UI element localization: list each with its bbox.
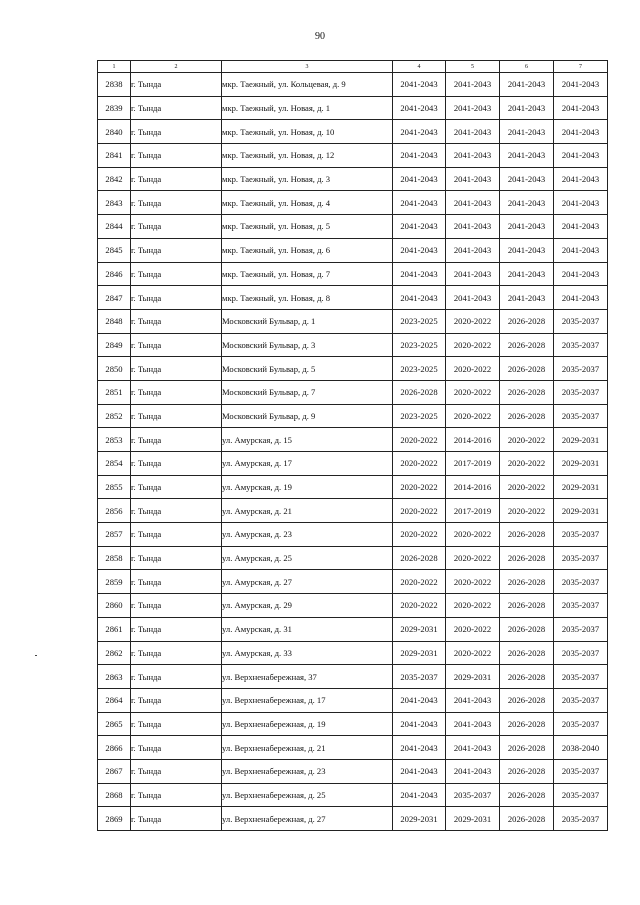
row-number: 2849 [98, 333, 131, 357]
address-cell: мкр. Таежный, ул. Новая, д. 6 [222, 238, 393, 262]
period-cell: 2041-2043 [554, 96, 608, 120]
city-cell: г. Тында [131, 380, 222, 404]
table-row [98, 665, 608, 689]
address-cell: Московский Бульвар, д. 3 [222, 333, 393, 357]
period-cell: 2026-2028 [500, 617, 554, 641]
period-cell: 2041-2043 [554, 120, 608, 144]
row-number: 2850 [98, 357, 131, 381]
table-row [98, 428, 608, 452]
address-cell: ул. Амурская, д. 15 [222, 428, 393, 452]
table-row [98, 783, 608, 807]
page-number: 90 [315, 31, 325, 42]
period-cell: 2020-2022 [500, 475, 554, 499]
period-cell: 2041-2043 [500, 262, 554, 286]
city-cell: г. Тында [131, 357, 222, 381]
period-cell: 2035-2037 [554, 357, 608, 381]
address-cell: ул. Амурская, д. 25 [222, 546, 393, 570]
city-cell: г. Тында [131, 167, 222, 191]
address-cell: мкр. Таежный, ул. Новая, д. 5 [222, 215, 393, 239]
period-cell: 2020-2022 [446, 570, 500, 594]
period-cell: 2041-2043 [393, 73, 446, 97]
address-cell: Московский Бульвар, д. 5 [222, 357, 393, 381]
period-cell: 2041-2043 [393, 191, 446, 215]
period-cell: 2026-2028 [500, 688, 554, 712]
period-cell: 2035-2037 [554, 309, 608, 333]
period-cell: 2020-2022 [446, 617, 500, 641]
address-cell: мкр. Таежный, ул. Новая, д. 4 [222, 191, 393, 215]
period-cell: 2035-2037 [554, 523, 608, 547]
table-row [98, 736, 608, 760]
table-row [98, 523, 608, 547]
row-number: 2839 [98, 96, 131, 120]
period-cell: 2041-2043 [500, 167, 554, 191]
row-number: 2852 [98, 404, 131, 428]
period-cell: 2041-2043 [446, 286, 500, 310]
period-cell: 2026-2028 [500, 594, 554, 618]
period-cell: 2035-2037 [554, 807, 608, 831]
period-cell: 2029-2031 [554, 499, 608, 523]
period-cell: 2041-2043 [500, 144, 554, 168]
period-cell: 2026-2028 [500, 570, 554, 594]
period-cell: 2020-2022 [446, 333, 500, 357]
period-cell: 2035-2037 [554, 594, 608, 618]
period-cell: 2041-2043 [554, 73, 608, 97]
city-cell: г. Тында [131, 309, 222, 333]
column-header: 1 [98, 61, 131, 73]
period-cell: 2026-2028 [500, 357, 554, 381]
row-number: 2867 [98, 759, 131, 783]
period-cell: 2041-2043 [446, 73, 500, 97]
table-row [98, 262, 608, 286]
period-cell: 2017-2019 [446, 452, 500, 476]
period-cell: 2035-2037 [554, 759, 608, 783]
period-cell: 2026-2028 [500, 523, 554, 547]
address-cell: Московский Бульвар, д. 1 [222, 309, 393, 333]
table-row [98, 215, 608, 239]
period-cell: 2041-2043 [446, 191, 500, 215]
city-cell: г. Тында [131, 546, 222, 570]
period-cell: 2020-2022 [446, 546, 500, 570]
address-cell: мкр. Таежный, ул. Новая, д. 7 [222, 262, 393, 286]
period-cell: 2041-2043 [446, 688, 500, 712]
period-cell: 2026-2028 [393, 380, 446, 404]
period-cell: 2020-2022 [393, 428, 446, 452]
period-cell: 2035-2037 [554, 665, 608, 689]
period-cell: 2041-2043 [500, 120, 554, 144]
period-cell: 2041-2043 [500, 238, 554, 262]
address-cell: мкр. Таежный, ул. Новая, д. 1 [222, 96, 393, 120]
table-row [98, 286, 608, 310]
period-cell: 2014-2016 [446, 428, 500, 452]
period-cell: 2026-2028 [500, 665, 554, 689]
period-cell: 2035-2037 [554, 617, 608, 641]
city-cell: г. Тында [131, 783, 222, 807]
table-row [98, 380, 608, 404]
period-cell: 2020-2022 [393, 570, 446, 594]
period-cell: 2020-2022 [500, 452, 554, 476]
table-row [98, 309, 608, 333]
period-cell: 2041-2043 [554, 238, 608, 262]
city-cell: г. Тында [131, 641, 222, 665]
table-row [98, 807, 608, 831]
period-cell: 2041-2043 [393, 759, 446, 783]
period-cell: 2020-2022 [393, 499, 446, 523]
city-cell: г. Тында [131, 120, 222, 144]
period-cell: 2029-2031 [393, 807, 446, 831]
period-cell: 2026-2028 [500, 736, 554, 760]
table-row [98, 546, 608, 570]
period-cell: 2041-2043 [393, 783, 446, 807]
table-row [98, 357, 608, 381]
column-header: 3 [222, 61, 393, 73]
city-cell: г. Тында [131, 191, 222, 215]
period-cell: 2041-2043 [554, 215, 608, 239]
table-row [98, 333, 608, 357]
period-cell: 2020-2022 [500, 499, 554, 523]
address-cell: ул. Амурская, д. 19 [222, 475, 393, 499]
address-cell: ул. Верхненабережная, д. 23 [222, 759, 393, 783]
row-number: 2848 [98, 309, 131, 333]
row-number: 2853 [98, 428, 131, 452]
city-cell: г. Тында [131, 712, 222, 736]
address-cell: ул. Верхненабережная, д. 21 [222, 736, 393, 760]
table-row [98, 712, 608, 736]
address-cell: мкр. Таежный, ул. Кольцевая, д. 9 [222, 73, 393, 97]
period-cell: 2041-2043 [393, 736, 446, 760]
address-cell: Московский Бульвар, д. 9 [222, 404, 393, 428]
address-cell: ул. Верхненабережная, д. 17 [222, 688, 393, 712]
period-cell: 2041-2043 [500, 73, 554, 97]
period-cell: 2041-2043 [393, 688, 446, 712]
address-cell: ул. Амурская, д. 27 [222, 570, 393, 594]
period-cell: 2020-2022 [446, 641, 500, 665]
city-cell: г. Тында [131, 499, 222, 523]
period-cell: 2020-2022 [446, 309, 500, 333]
period-cell: 2026-2028 [500, 546, 554, 570]
address-cell: ул. Верхненабережная, 37 [222, 665, 393, 689]
period-cell: 2038-2040 [554, 736, 608, 760]
period-cell: 2026-2028 [500, 807, 554, 831]
period-cell: 2035-2037 [554, 570, 608, 594]
address-cell: ул. Амурская, д. 29 [222, 594, 393, 618]
period-cell: 2041-2043 [500, 215, 554, 239]
period-cell: 2041-2043 [446, 712, 500, 736]
period-cell: 2041-2043 [393, 712, 446, 736]
city-cell: г. Тында [131, 333, 222, 357]
period-cell: 2041-2043 [554, 262, 608, 286]
period-cell: 2035-2037 [554, 404, 608, 428]
city-cell: г. Тында [131, 404, 222, 428]
city-cell: г. Тында [131, 452, 222, 476]
address-cell: мкр. Таежный, ул. Новая, д. 10 [222, 120, 393, 144]
city-cell: г. Тында [131, 617, 222, 641]
period-cell: 2035-2037 [446, 783, 500, 807]
period-cell: 2041-2043 [446, 120, 500, 144]
city-cell: г. Тында [131, 428, 222, 452]
period-cell: 2026-2028 [500, 712, 554, 736]
city-cell: г. Тында [131, 807, 222, 831]
period-cell: 2029-2031 [446, 665, 500, 689]
scan-mark [35, 655, 37, 656]
city-cell: г. Тында [131, 286, 222, 310]
city-cell: г. Тында [131, 523, 222, 547]
period-cell: 2026-2028 [500, 641, 554, 665]
table-header-row [98, 61, 608, 73]
period-cell: 2020-2022 [446, 594, 500, 618]
address-cell: ул. Амурская, д. 33 [222, 641, 393, 665]
period-cell: 2041-2043 [500, 286, 554, 310]
city-cell: г. Тында [131, 238, 222, 262]
period-cell: 2020-2022 [393, 452, 446, 476]
period-cell: 2041-2043 [446, 167, 500, 191]
period-cell: 2035-2037 [554, 641, 608, 665]
row-number: 2847 [98, 286, 131, 310]
row-number: 2854 [98, 452, 131, 476]
address-cell: ул. Верхненабережная, д. 27 [222, 807, 393, 831]
period-cell: 2041-2043 [554, 286, 608, 310]
address-cell: ул. Амурская, д. 23 [222, 523, 393, 547]
address-cell: мкр. Таежный, ул. Новая, д. 8 [222, 286, 393, 310]
address-cell: Московский Бульвар, д. 7 [222, 380, 393, 404]
period-cell: 2041-2043 [554, 191, 608, 215]
period-cell: 2035-2037 [554, 333, 608, 357]
period-cell: 2029-2031 [554, 475, 608, 499]
column-header: 7 [554, 61, 608, 73]
table-row [98, 617, 608, 641]
period-cell: 2026-2028 [500, 783, 554, 807]
table-row [98, 404, 608, 428]
period-cell: 2041-2043 [554, 144, 608, 168]
period-cell: 2029-2031 [554, 452, 608, 476]
period-cell: 2029-2031 [446, 807, 500, 831]
table-row [98, 167, 608, 191]
row-number: 2855 [98, 475, 131, 499]
row-number: 2860 [98, 594, 131, 618]
period-cell: 2026-2028 [500, 333, 554, 357]
row-number: 2861 [98, 617, 131, 641]
period-cell: 2041-2043 [393, 238, 446, 262]
period-cell: 2020-2022 [446, 357, 500, 381]
row-number: 2866 [98, 736, 131, 760]
table-row [98, 238, 608, 262]
period-cell: 2023-2025 [393, 309, 446, 333]
city-cell: г. Тында [131, 570, 222, 594]
row-number: 2843 [98, 191, 131, 215]
column-header: 5 [446, 61, 500, 73]
period-cell: 2041-2043 [446, 144, 500, 168]
period-cell: 2020-2022 [446, 404, 500, 428]
table-row [98, 688, 608, 712]
city-cell: г. Тында [131, 688, 222, 712]
period-cell: 2041-2043 [446, 736, 500, 760]
row-number: 2842 [98, 167, 131, 191]
address-cell: мкр. Таежный, ул. Новая, д. 12 [222, 144, 393, 168]
period-cell: 2041-2043 [393, 144, 446, 168]
table-row [98, 120, 608, 144]
period-cell: 2035-2037 [554, 783, 608, 807]
city-cell: г. Тында [131, 215, 222, 239]
city-cell: г. Тында [131, 73, 222, 97]
period-cell: 2026-2028 [393, 546, 446, 570]
period-cell: 2041-2043 [446, 262, 500, 286]
table-row [98, 475, 608, 499]
table-row [98, 73, 608, 97]
period-cell: 2014-2016 [446, 475, 500, 499]
period-cell: 2035-2037 [554, 688, 608, 712]
period-cell: 2020-2022 [393, 594, 446, 618]
city-cell: г. Тында [131, 144, 222, 168]
period-cell: 2041-2043 [554, 167, 608, 191]
address-cell: ул. Верхненабережная, д. 19 [222, 712, 393, 736]
city-cell: г. Тында [131, 262, 222, 286]
period-cell: 2023-2025 [393, 404, 446, 428]
housing-register-table [97, 60, 608, 831]
period-cell: 2035-2037 [554, 712, 608, 736]
table-row [98, 759, 608, 783]
city-cell: г. Тында [131, 665, 222, 689]
period-cell: 2041-2043 [393, 96, 446, 120]
row-number: 2864 [98, 688, 131, 712]
table-row [98, 570, 608, 594]
table-row [98, 191, 608, 215]
period-cell: 2020-2022 [393, 475, 446, 499]
period-cell: 2041-2043 [393, 286, 446, 310]
period-cell: 2041-2043 [393, 215, 446, 239]
period-cell: 2041-2043 [446, 759, 500, 783]
row-number: 2865 [98, 712, 131, 736]
period-cell: 2035-2037 [554, 546, 608, 570]
period-cell: 2029-2031 [554, 428, 608, 452]
city-cell: г. Тында [131, 96, 222, 120]
period-cell: 2041-2043 [393, 167, 446, 191]
table-row [98, 641, 608, 665]
column-header: 4 [393, 61, 446, 73]
row-number: 2858 [98, 546, 131, 570]
row-number: 2841 [98, 144, 131, 168]
period-cell: 2020-2022 [500, 428, 554, 452]
period-cell: 2017-2019 [446, 499, 500, 523]
period-cell: 2029-2031 [393, 641, 446, 665]
table-row [98, 594, 608, 618]
period-cell: 2041-2043 [446, 238, 500, 262]
period-cell: 2023-2025 [393, 333, 446, 357]
row-number: 2862 [98, 641, 131, 665]
period-cell: 2041-2043 [393, 262, 446, 286]
period-cell: 2041-2043 [500, 191, 554, 215]
period-cell: 2035-2037 [393, 665, 446, 689]
period-cell: 2029-2031 [393, 617, 446, 641]
period-cell: 2026-2028 [500, 309, 554, 333]
column-header: 6 [500, 61, 554, 73]
period-cell: 2020-2022 [446, 380, 500, 404]
city-cell: г. Тында [131, 759, 222, 783]
address-cell: мкр. Таежный, ул. Новая, д. 3 [222, 167, 393, 191]
period-cell: 2020-2022 [446, 523, 500, 547]
table-row [98, 96, 608, 120]
row-number: 2851 [98, 380, 131, 404]
period-cell: 2023-2025 [393, 357, 446, 381]
table-row [98, 144, 608, 168]
row-number: 2857 [98, 523, 131, 547]
address-cell: ул. Амурская, д. 31 [222, 617, 393, 641]
period-cell: 2026-2028 [500, 404, 554, 428]
period-cell: 2041-2043 [446, 215, 500, 239]
period-cell: 2035-2037 [554, 380, 608, 404]
city-cell: г. Тында [131, 736, 222, 760]
period-cell: 2041-2043 [500, 96, 554, 120]
row-number: 2845 [98, 238, 131, 262]
table-row [98, 499, 608, 523]
period-cell: 2041-2043 [446, 96, 500, 120]
row-number: 2844 [98, 215, 131, 239]
period-cell: 2026-2028 [500, 380, 554, 404]
address-cell: ул. Верхненабережная, д. 25 [222, 783, 393, 807]
city-cell: г. Тында [131, 475, 222, 499]
address-cell: ул. Амурская, д. 17 [222, 452, 393, 476]
row-number: 2856 [98, 499, 131, 523]
period-cell: 2026-2028 [500, 759, 554, 783]
column-header: 2 [131, 61, 222, 73]
address-cell: ул. Амурская, д. 21 [222, 499, 393, 523]
period-cell: 2020-2022 [393, 523, 446, 547]
row-number: 2869 [98, 807, 131, 831]
row-number: 2859 [98, 570, 131, 594]
row-number: 2868 [98, 783, 131, 807]
row-number: 2846 [98, 262, 131, 286]
row-number: 2840 [98, 120, 131, 144]
city-cell: г. Тында [131, 594, 222, 618]
table-row [98, 452, 608, 476]
row-number: 2863 [98, 665, 131, 689]
row-number: 2838 [98, 73, 131, 97]
period-cell: 2041-2043 [393, 120, 446, 144]
